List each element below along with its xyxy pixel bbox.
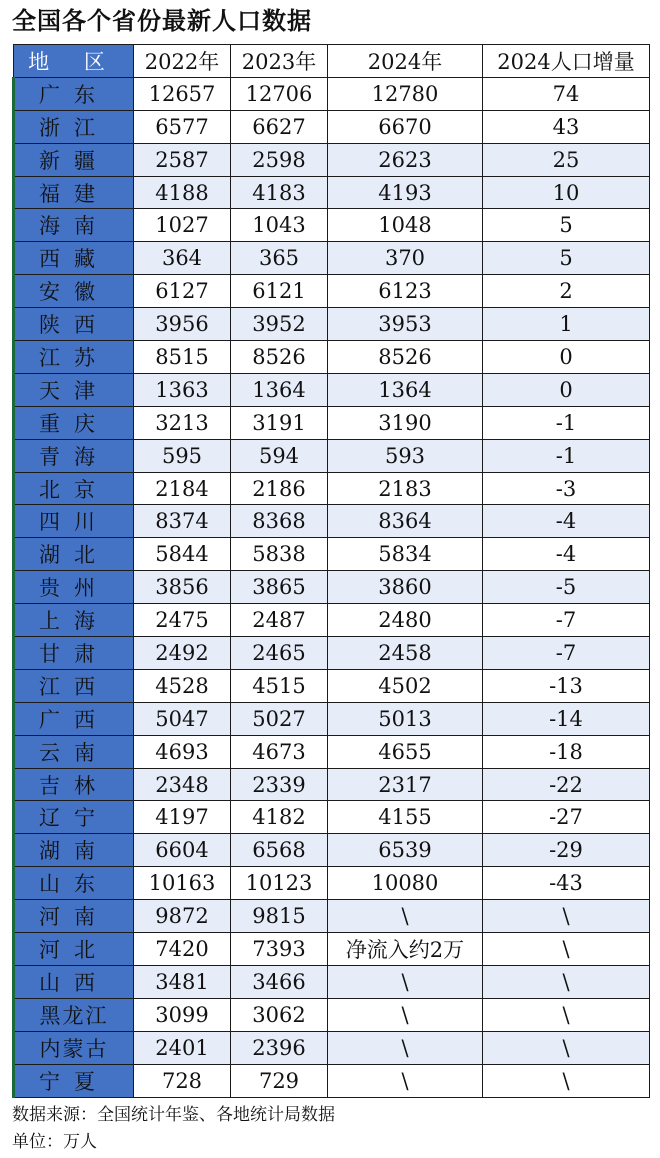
cell-region: 上海 [14,604,134,637]
table-row [14,571,650,604]
cell-2023: 2186 [231,472,328,505]
cell-2023: 3865 [231,571,328,604]
header-region: 地 区 [14,45,134,78]
cell-2024: 1364 [328,373,483,406]
cell-increase: 74 [483,77,650,110]
table-row [14,176,650,209]
cell-increase: \ [483,1064,650,1097]
cell-2024: \ [328,998,483,1031]
cell-2024: 6539 [328,834,483,867]
cell-2024: 5013 [328,702,483,735]
cell-2024: 2458 [328,637,483,670]
cell-2023: 6121 [231,275,328,308]
cell-region: 青海 [14,439,134,472]
cell-2023: 3191 [231,406,328,439]
cell-2023: 8368 [231,505,328,538]
header-2023: 2023年 [231,45,328,78]
cell-2023: 3062 [231,998,328,1031]
cell-2024: 593 [328,439,483,472]
cell-2023: 2598 [231,143,328,176]
cell-2022: 2492 [134,637,231,670]
cell-2024: 6123 [328,275,483,308]
table-row [14,373,650,406]
cell-2022: 3099 [134,998,231,1031]
cell-2022: 9872 [134,900,231,933]
cell-2023: 1364 [231,373,328,406]
cell-2022: 3481 [134,965,231,998]
cell-2023: 5027 [231,702,328,735]
cell-2024: 12780 [328,77,483,110]
table-row [14,867,650,900]
cell-2024: 10080 [328,867,483,900]
cell-increase: -18 [483,735,650,768]
table-row [14,669,650,702]
cell-region: 江西 [14,669,134,702]
table-row [14,801,650,834]
table-row [14,604,650,637]
cell-2023: 3466 [231,965,328,998]
cell-2023: 1043 [231,209,328,242]
cell-increase: 43 [483,110,650,143]
cell-2024: 2317 [328,768,483,801]
cell-2023: 6627 [231,110,328,143]
table-row [14,110,650,143]
table-row [14,275,650,308]
cell-2024: 4502 [328,669,483,702]
cell-increase: -4 [483,538,650,571]
cell-2022: 2348 [134,768,231,801]
cell-region: 湖南 [14,834,134,867]
cell-2022: 6604 [134,834,231,867]
cell-2022: 4693 [134,735,231,768]
cell-2023: 10123 [231,867,328,900]
cell-2024: 2623 [328,143,483,176]
cell-region: 辽宁 [14,801,134,834]
cell-2024: \ [328,965,483,998]
cell-increase: \ [483,965,650,998]
cell-increase: 10 [483,176,650,209]
cell-2023: 594 [231,439,328,472]
table-row [14,143,650,176]
cell-region: 山西 [14,965,134,998]
cell-2024: 3953 [328,308,483,341]
cell-2024: 2480 [328,604,483,637]
table-row [14,637,650,670]
cell-region: 宁夏 [14,1064,134,1097]
cell-2023: 2465 [231,637,328,670]
cell-increase: -7 [483,637,650,670]
cell-2024: \ [328,1064,483,1097]
table-row [14,406,650,439]
cell-increase: 0 [483,373,650,406]
cell-region: 海南 [14,209,134,242]
table-row [14,735,650,768]
cell-increase: -5 [483,571,650,604]
cell-region: 重庆 [14,406,134,439]
cell-increase: -14 [483,702,650,735]
table-row [14,965,650,998]
cell-2023: 4673 [231,735,328,768]
cell-region: 河南 [14,900,134,933]
cell-2022: 8515 [134,341,231,374]
cell-2022: 595 [134,439,231,472]
cell-increase: -27 [483,801,650,834]
table-row [14,998,650,1031]
cell-region: 福建 [14,176,134,209]
cell-2022: 4188 [134,176,231,209]
table-row [14,834,650,867]
cell-region: 陕西 [14,308,134,341]
cell-increase: -3 [483,472,650,505]
cell-2024: \ [328,1031,483,1064]
cell-2023: 7393 [231,933,328,966]
cell-2024: 4655 [328,735,483,768]
cell-2023: 3952 [231,308,328,341]
cell-increase: -1 [483,439,650,472]
cell-2023: 729 [231,1064,328,1097]
table-row [14,702,650,735]
cell-2024: 6670 [328,110,483,143]
cell-2024: 4155 [328,801,483,834]
cell-2022: 8374 [134,505,231,538]
footer-unit: 单位：万人 [12,1132,97,1152]
cell-region: 西藏 [14,242,134,275]
cell-2024: 370 [328,242,483,275]
cell-2023: 4183 [231,176,328,209]
cell-2023: 8526 [231,341,328,374]
cell-region: 江苏 [14,341,134,374]
table-row [14,900,650,933]
cell-increase: \ [483,998,650,1031]
table-row [14,308,650,341]
cell-increase: \ [483,1031,650,1064]
cell-region: 天津 [14,373,134,406]
cell-2024: 8364 [328,505,483,538]
cell-2022: 6127 [134,275,231,308]
table-row [14,933,650,966]
cell-2023: 365 [231,242,328,275]
cell-region: 安徽 [14,275,134,308]
cell-2022: 6577 [134,110,231,143]
table-row [14,209,650,242]
cell-increase: -13 [483,669,650,702]
cell-increase: -43 [483,867,650,900]
cell-2022: 728 [134,1064,231,1097]
cell-2022: 364 [134,242,231,275]
cell-increase: 5 [483,242,650,275]
cell-region: 浙江 [14,110,134,143]
cell-2023: 4515 [231,669,328,702]
cell-2022: 3856 [134,571,231,604]
cell-2023: 2396 [231,1031,328,1064]
cell-2024: 5834 [328,538,483,571]
cell-2023: 5838 [231,538,328,571]
cell-increase: \ [483,933,650,966]
header-2024-increase: 2024人口增量 [483,45,650,78]
cell-2024: 净流入约2万 [328,933,483,966]
cell-2022: 7420 [134,933,231,966]
table-row [14,538,650,571]
page-title: 全国各个省份最新人口数据 [12,7,312,35]
cell-2024: 3860 [328,571,483,604]
cell-2023: 9815 [231,900,328,933]
cell-region: 广西 [14,702,134,735]
cell-2024: 3190 [328,406,483,439]
cell-region: 甘肃 [14,637,134,670]
cell-region: 内蒙古 [14,1031,134,1064]
cell-region: 四川 [14,505,134,538]
cell-2022: 5047 [134,702,231,735]
cell-region: 北京 [14,472,134,505]
cell-2024: 1048 [328,209,483,242]
table-row [14,77,650,110]
cell-2022: 3956 [134,308,231,341]
cell-region: 贵州 [14,571,134,604]
population-table [12,44,650,1098]
cell-increase: 5 [483,209,650,242]
cell-2024: \ [328,900,483,933]
cell-2022: 4197 [134,801,231,834]
cell-increase: -22 [483,768,650,801]
cell-2022: 1363 [134,373,231,406]
cell-2022: 5844 [134,538,231,571]
header-2022: 2022年 [134,45,231,78]
cell-increase: -7 [483,604,650,637]
header-2024: 2024年 [328,45,483,78]
cell-increase: -4 [483,505,650,538]
cell-2022: 2184 [134,472,231,505]
cell-region: 广东 [14,77,134,110]
table-row [14,439,650,472]
table-row [14,1064,650,1097]
cell-region: 吉林 [14,768,134,801]
cell-2024: 2183 [328,472,483,505]
table-row [14,1031,650,1064]
cell-2023: 4182 [231,801,328,834]
cell-2024: 4193 [328,176,483,209]
cell-region: 云南 [14,735,134,768]
footer-source: 数据来源：全国统计年鉴、各地统计局数据 [12,1105,335,1125]
cell-2022: 4528 [134,669,231,702]
table-row [14,505,650,538]
cell-increase: 0 [483,341,650,374]
cell-2023: 2339 [231,768,328,801]
cell-region: 河北 [14,933,134,966]
cell-increase: -1 [483,406,650,439]
cell-increase: 25 [483,143,650,176]
cell-increase: 1 [483,308,650,341]
cell-region: 湖北 [14,538,134,571]
cell-region: 新疆 [14,143,134,176]
cell-2022: 12657 [134,77,231,110]
cell-2023: 6568 [231,834,328,867]
cell-increase: \ [483,900,650,933]
cell-2022: 1027 [134,209,231,242]
table-row [14,341,650,374]
cell-2024: 8526 [328,341,483,374]
table-row [14,472,650,505]
table-header-row [14,45,650,78]
table-row [14,242,650,275]
cell-2022: 2475 [134,604,231,637]
cell-2023: 2487 [231,604,328,637]
cell-2022: 10163 [134,867,231,900]
cell-2022: 2401 [134,1031,231,1064]
cell-2022: 3213 [134,406,231,439]
cell-2023: 12706 [231,77,328,110]
cell-increase: -29 [483,834,650,867]
cell-increase: 2 [483,275,650,308]
cell-2022: 2587 [134,143,231,176]
cell-region: 黑龙江 [14,998,134,1031]
cell-region: 山东 [14,867,134,900]
table-row [14,768,650,801]
